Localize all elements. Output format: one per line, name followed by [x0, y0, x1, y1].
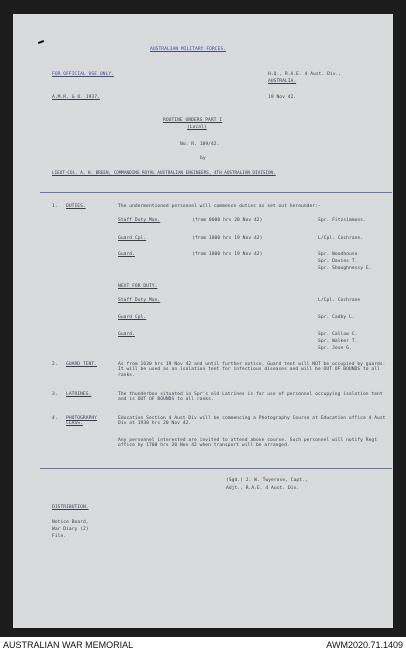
distribution-item-3: File. — [52, 534, 67, 539]
signature-line-1: (Sgd.) J. W. Twyerose, Capt., — [226, 478, 308, 483]
orders-number: No. R. 189/42. — [180, 142, 220, 147]
section-3-text: The thunderbox situated in Spr's old Latrines is for use of personnel occupying isolation tent and is OUT OF BOUNDS to all ranks. — [118, 392, 383, 403]
signature-line-2: Adjt., R.A.E. 4 Aust. Div. — [226, 486, 300, 491]
next-role-2: Guard Cpl. — [118, 315, 147, 320]
classification: FOR OFFICIAL USE ONLY. — [52, 72, 114, 77]
orders-title: ROUTINE ORDERS PART I — [163, 118, 223, 123]
duty-role-3: Guard. — [118, 252, 135, 257]
duty-role-2: Guard Cpl. — [118, 236, 147, 241]
duty-name-2: L/Cpl. Cochrane. — [318, 236, 364, 241]
document-heading: AUSTRALIAN MILITARY FORCES. — [150, 47, 227, 52]
next-for-duty-label: NEXT FOR DUTY. — [118, 284, 158, 289]
next-role-1: Staff Duty Man. — [118, 298, 161, 303]
section-2-text: As from 1630 hrs 19 Nov 42 and until further notice, Guard tent will NOT be occupied by guards. It will be used as an isolation tent for infectious diseases and will be OUT OF BOUNDS to all ranks. — [118, 362, 386, 378]
section-1-number: 1. — [52, 204, 58, 209]
section-4-text: Education Section 4 Aust Div will be commencing a Photography Course at Education office 4 Aust Div at 1930 hrs 20 Nov 42. — [118, 416, 386, 427]
section-3-number: 3. — [52, 392, 58, 397]
next-name-3c: Spr. Jose G. — [318, 346, 352, 351]
hq-line-1: H.Q., R.A.E. 4 Aust. Div., — [268, 72, 342, 77]
duty-name-3b: Spr. Davies T. — [318, 259, 358, 264]
footer-catalogue-id: AWM2020.71.1409 — [326, 640, 403, 650]
duty-name-3c: Spr. Shaughnessy E. — [318, 266, 372, 271]
section-2-number: 2. — [52, 362, 58, 367]
distribution-item-2: War Diary (2) — [52, 527, 89, 532]
next-role-3: Guard. — [118, 332, 135, 337]
next-name-3b: Spr. Walker T. — [318, 339, 358, 344]
document-date: 19 Nov 42. — [268, 95, 297, 100]
duty-name-1: Spr. Fitzsimmons. — [318, 218, 366, 223]
duty-time-2: (from 1800 hrs 19 Nov 42) — [192, 236, 263, 241]
distribution-heading: DISTRIBUTION. — [52, 505, 89, 510]
duty-time-3: (from 1800 hrs 19 Nov 42) — [192, 252, 263, 257]
footer-credit: AUSTRALIAN WAR MEMORIAL — [3, 640, 134, 650]
duty-name-3a: Spr. Woodhouse — [318, 252, 358, 257]
section-2-heading: GUARD TENT. — [66, 362, 97, 367]
section-3-heading: LATRINES. — [66, 392, 92, 397]
next-name-2: Spr. Cadby L. — [318, 315, 355, 320]
distribution-item-1: Notice Board, — [52, 520, 89, 525]
next-name-3a: Spr. Callow C. — [318, 332, 358, 337]
section-4-text-2: Any personnel interested are invited to attend above course. Such personnel will notify Regt office by 1700 hrs 20 Nov 42 when transport will be arranged. — [118, 438, 378, 449]
footer-bar — [0, 637, 406, 653]
form-ref: A.M.R. & O. 1937. — [52, 95, 100, 100]
next-name-1: L/Cpl. Cochrane — [318, 298, 361, 303]
by-text: by — [200, 156, 206, 161]
hq-line-2: AUSTRALIA. — [268, 79, 297, 84]
duty-time-1: (from 0600 hrs 20 Nov 42) — [192, 218, 263, 223]
author-line: LIEUT-COL. A. H. BREEN, COMMANDING ROYAL AUSTRALIAN ENGINEERS, 4TH AUSTRALIAN DIVISION. — [52, 170, 276, 175]
duty-role-1: Staff Duty Man. — [118, 218, 161, 223]
section-1-intro: The undermentioned personnel will commence duties as set out hereunder:- — [118, 204, 321, 209]
section-4-number: 4. — [52, 416, 58, 421]
section-1-heading: DUTIES. — [66, 204, 86, 209]
divider-bottom — [40, 468, 392, 469]
orders-subtitle: (Local) — [187, 125, 207, 130]
document-page — [13, 14, 393, 628]
divider-top — [40, 192, 392, 193]
section-4-heading: PHOTOGRAPHY CLASS. — [66, 416, 97, 427]
